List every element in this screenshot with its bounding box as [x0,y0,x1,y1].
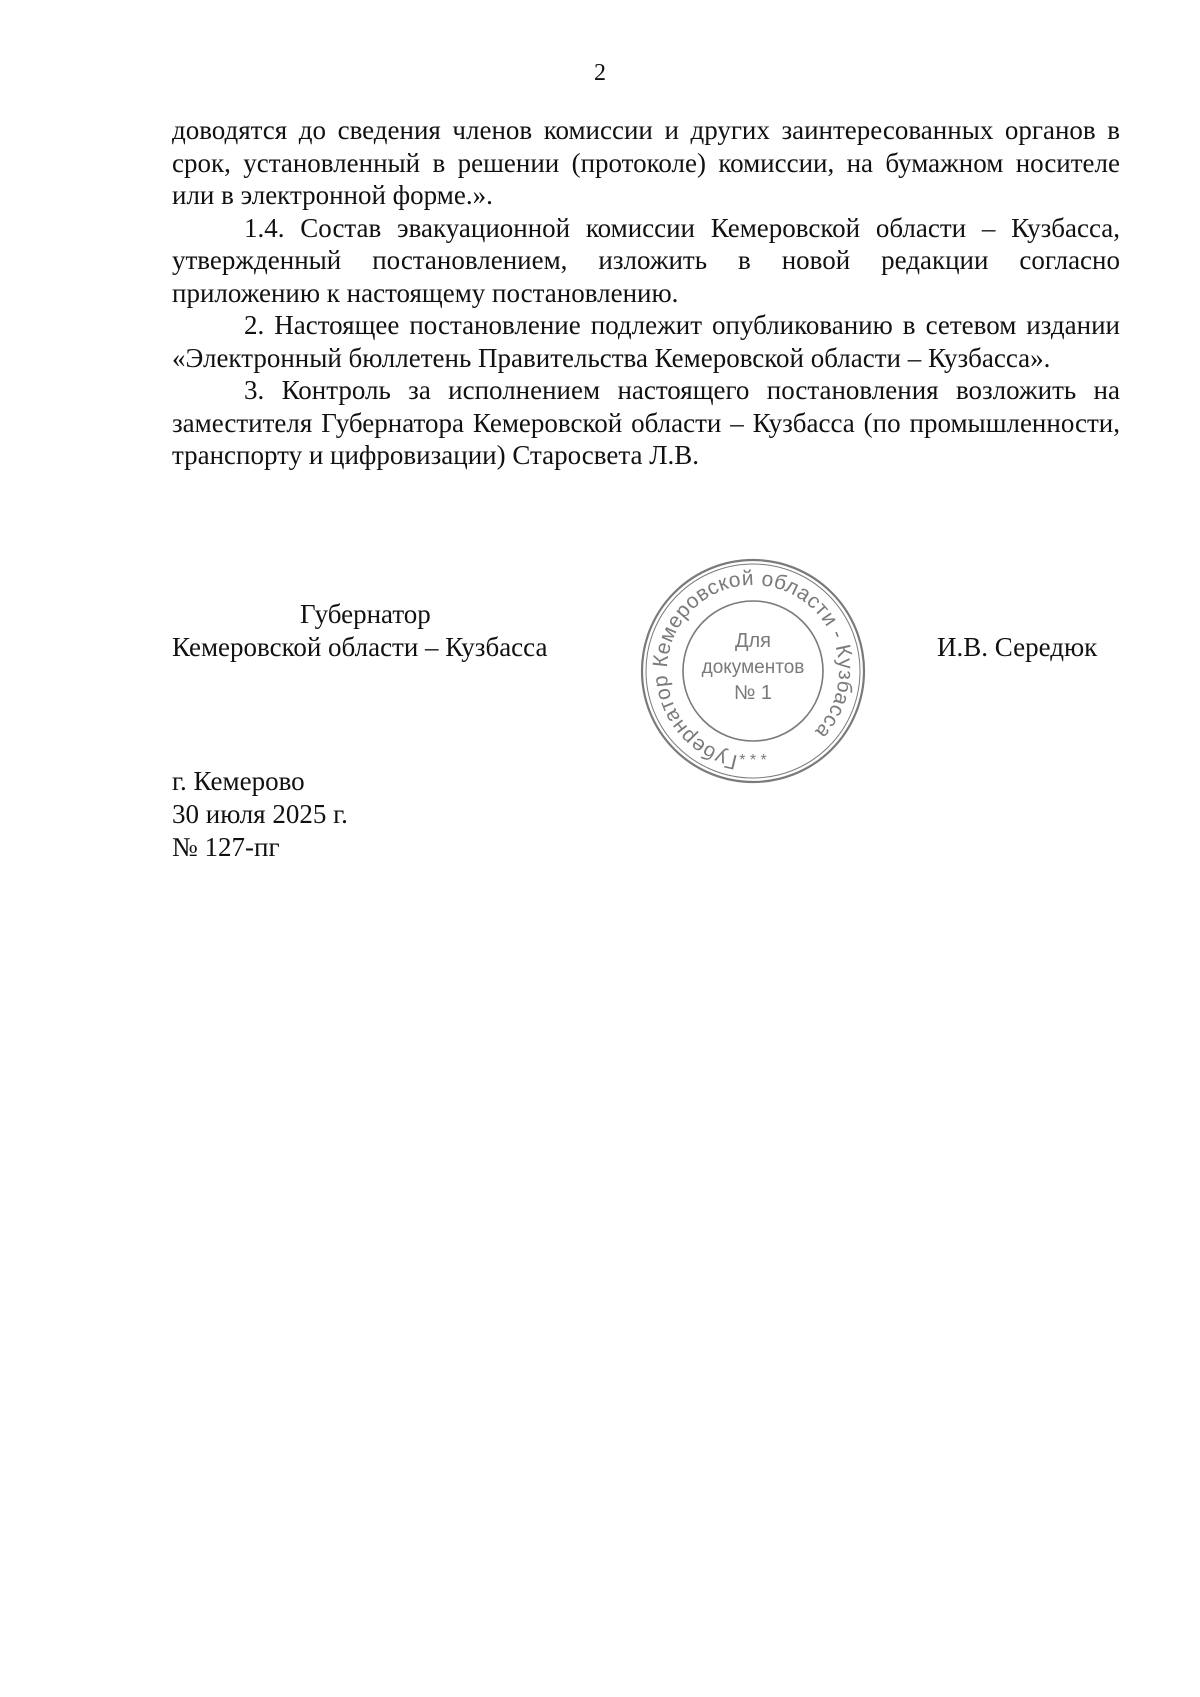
paragraph-3: 3. Контроль за исполнением настоящего постановления возложить на заместителя Губернатора Кемеровской области – Кузбасса (по промышленности, транспорту и цифровизации) Старосвета Л.В. [172,375,1120,470]
document-number: № 127-пг [172,832,280,862]
paragraph-1-4: 1.4. Состав эвакуационной комиссии Кемеровской области – Кузбасса, утвержденный постановлением, изложить в новой редакции согласно приложению к настоящему постановлению. [172,212,1120,308]
paragraph-2: 2. Настоящее постановление подлежит опубликованию в сетевом издании «Электронный бюллетень Правительства Кемеровской области – Кузбасса». [172,310,1120,373]
paragraph-continuation: доводятся до сведения членов комиссии и других заинтересованных органов в срок, установленный в решении (протоколе) комиссии, на бумажном носителе или в электронной форме.». [172,115,1120,210]
stamp-line-2: документов [701,657,805,678]
signatory-title: Губернатор [300,599,431,629]
document-date: 30 июля 2025 г. [172,799,348,829]
stamp-ring-text: Губернатор Кемеровской области - Кузбасса [648,566,858,774]
signatory-region: Кемеровской области – Кузбасса [172,632,548,662]
page-number: 2 [594,60,606,86]
city: г. Кемерово [172,766,305,796]
stamp-line-1: Для [734,630,772,652]
official-stamp [637,555,869,787]
stamp-line-3: № 1 [733,682,773,704]
stamp-stars: * * * [739,752,767,769]
document-footer [172,765,348,864]
signatory-name: И.В. Середюк [937,632,1098,662]
stamp-seal-graphic [637,555,869,787]
